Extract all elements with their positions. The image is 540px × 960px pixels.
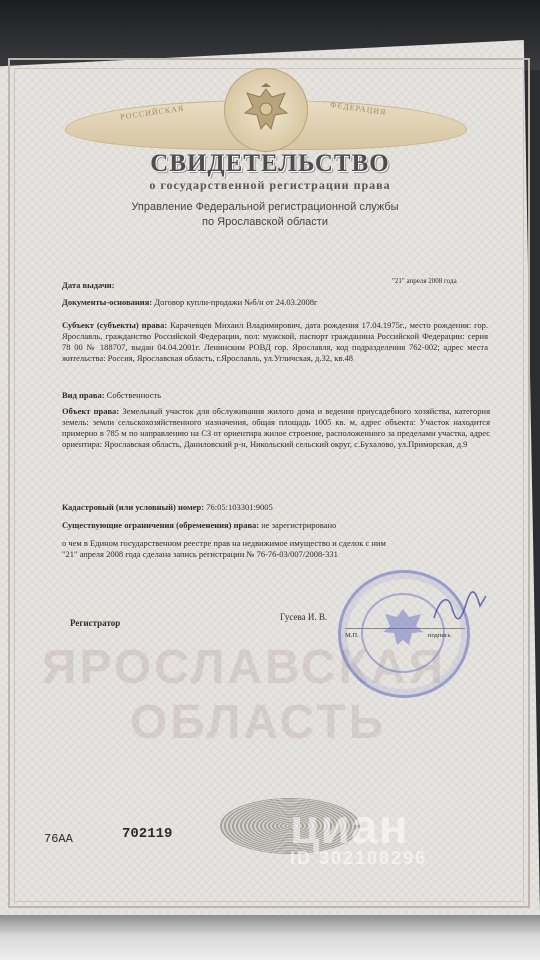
restrictions-field xyxy=(62,520,336,531)
right-type-field xyxy=(62,390,161,401)
listing-id-watermark: ID 302108296 xyxy=(290,848,428,868)
cadastral-value: 76:05:103301:9005 xyxy=(206,502,273,512)
object-label: Объект права: xyxy=(62,406,120,416)
restrictions-label: Существующие ограничения (обременения) права: xyxy=(62,520,260,530)
right-type-value: Собственность xyxy=(106,390,162,400)
basis-field xyxy=(62,297,482,308)
agency-line-2: по Ярославской области xyxy=(202,216,328,228)
seal-place-label: М.П. xyxy=(345,632,359,639)
certificate-inner-border xyxy=(14,68,524,902)
issue-date-label: Дата выдачи: xyxy=(62,280,115,290)
registrar-label: Регистратор xyxy=(70,618,121,628)
certificate-subtitle: о государственной регистрации права xyxy=(149,178,391,192)
subject-label: Субъект (субъекты) права: xyxy=(62,320,168,330)
right-type-label: Вид права: xyxy=(62,390,105,400)
registry-line-1: о чем в Едином государственном реестре прав на недвижимое имущество и сделок с ним xyxy=(62,538,386,548)
ribbon-left-text: РОССИЙСКАЯ xyxy=(119,103,185,122)
coat-of-arms-emblem xyxy=(224,68,308,152)
ribbon-right-text: ФЕДЕРАЦИЯ xyxy=(329,100,388,117)
basis-label: Документы-основания: xyxy=(62,297,153,307)
subject-value: Карачевцев Михаил Владимирович, дата рождения 17.04.1975г., место рождения: гор. Ярославль, гражданство Российской Федерации, пол: мужской, паспорт гражданина Российской Федерации: серия 78 00 № 188707, выдан 04.04.2001г. Ленинским РОВД гор. Ярославля, код подразделения 762-002; адрес места жительства: Россия, Ярославская область, г.Ярославль, ул.Угличская, д.32, кв.48 xyxy=(62,320,488,363)
form-series: 76АА xyxy=(44,832,73,846)
signature-caption: подпись xyxy=(428,632,451,639)
object-value: Земельный участок для обслуживания жилого дома и ведения приусадебного хозяйства, категория земель: земли сельскохозяйственного назначения, общая площадь 1005 кв. м, адрес объекта: Участок находится примерно в 785 м по направлению на СЗ от ориентира жилое строение, расположенного за пределами участка, адрес ориентира: Ярославская область, Даниловский р-н, Никольский сельский округ, с.Бухалово, ул.Приморская, д.9 xyxy=(62,406,491,449)
region-watermark-line-1: ЯРОСЛАВСКАЯ xyxy=(42,641,446,694)
subject-field xyxy=(62,320,488,364)
issue-date-value: "21" апреля 2008 года xyxy=(392,277,457,285)
form-number: 702119 xyxy=(122,826,173,842)
registrar-name: Гусева И. В. xyxy=(280,612,328,622)
basis-value: Договор купли-продажи №б/н от 24.03.2008г xyxy=(154,297,318,307)
registry-line-2: "21" апреля 2008 года сделана запись регистрации № 76-76-03/007/2008-331 xyxy=(62,549,338,559)
handwritten-signature xyxy=(430,588,490,628)
agency-line-1: Управление Федеральной регистрационной службы xyxy=(131,201,399,213)
double-headed-eagle-icon xyxy=(241,83,291,137)
cian-logo-watermark: циан xyxy=(290,801,409,854)
certificate-title: СВИДЕТЕЛЬСТВО xyxy=(150,150,390,177)
registry-record xyxy=(62,538,502,560)
issuing-agency xyxy=(95,200,435,230)
cadastral-field xyxy=(62,502,273,513)
restrictions-value: не зарегистрировано xyxy=(261,520,337,530)
object-field xyxy=(62,406,490,450)
region-watermark-line-2: ОБЛАСТЬ xyxy=(130,696,387,749)
cadastral-label: Кадастровый (или условный) номер: xyxy=(62,502,205,512)
